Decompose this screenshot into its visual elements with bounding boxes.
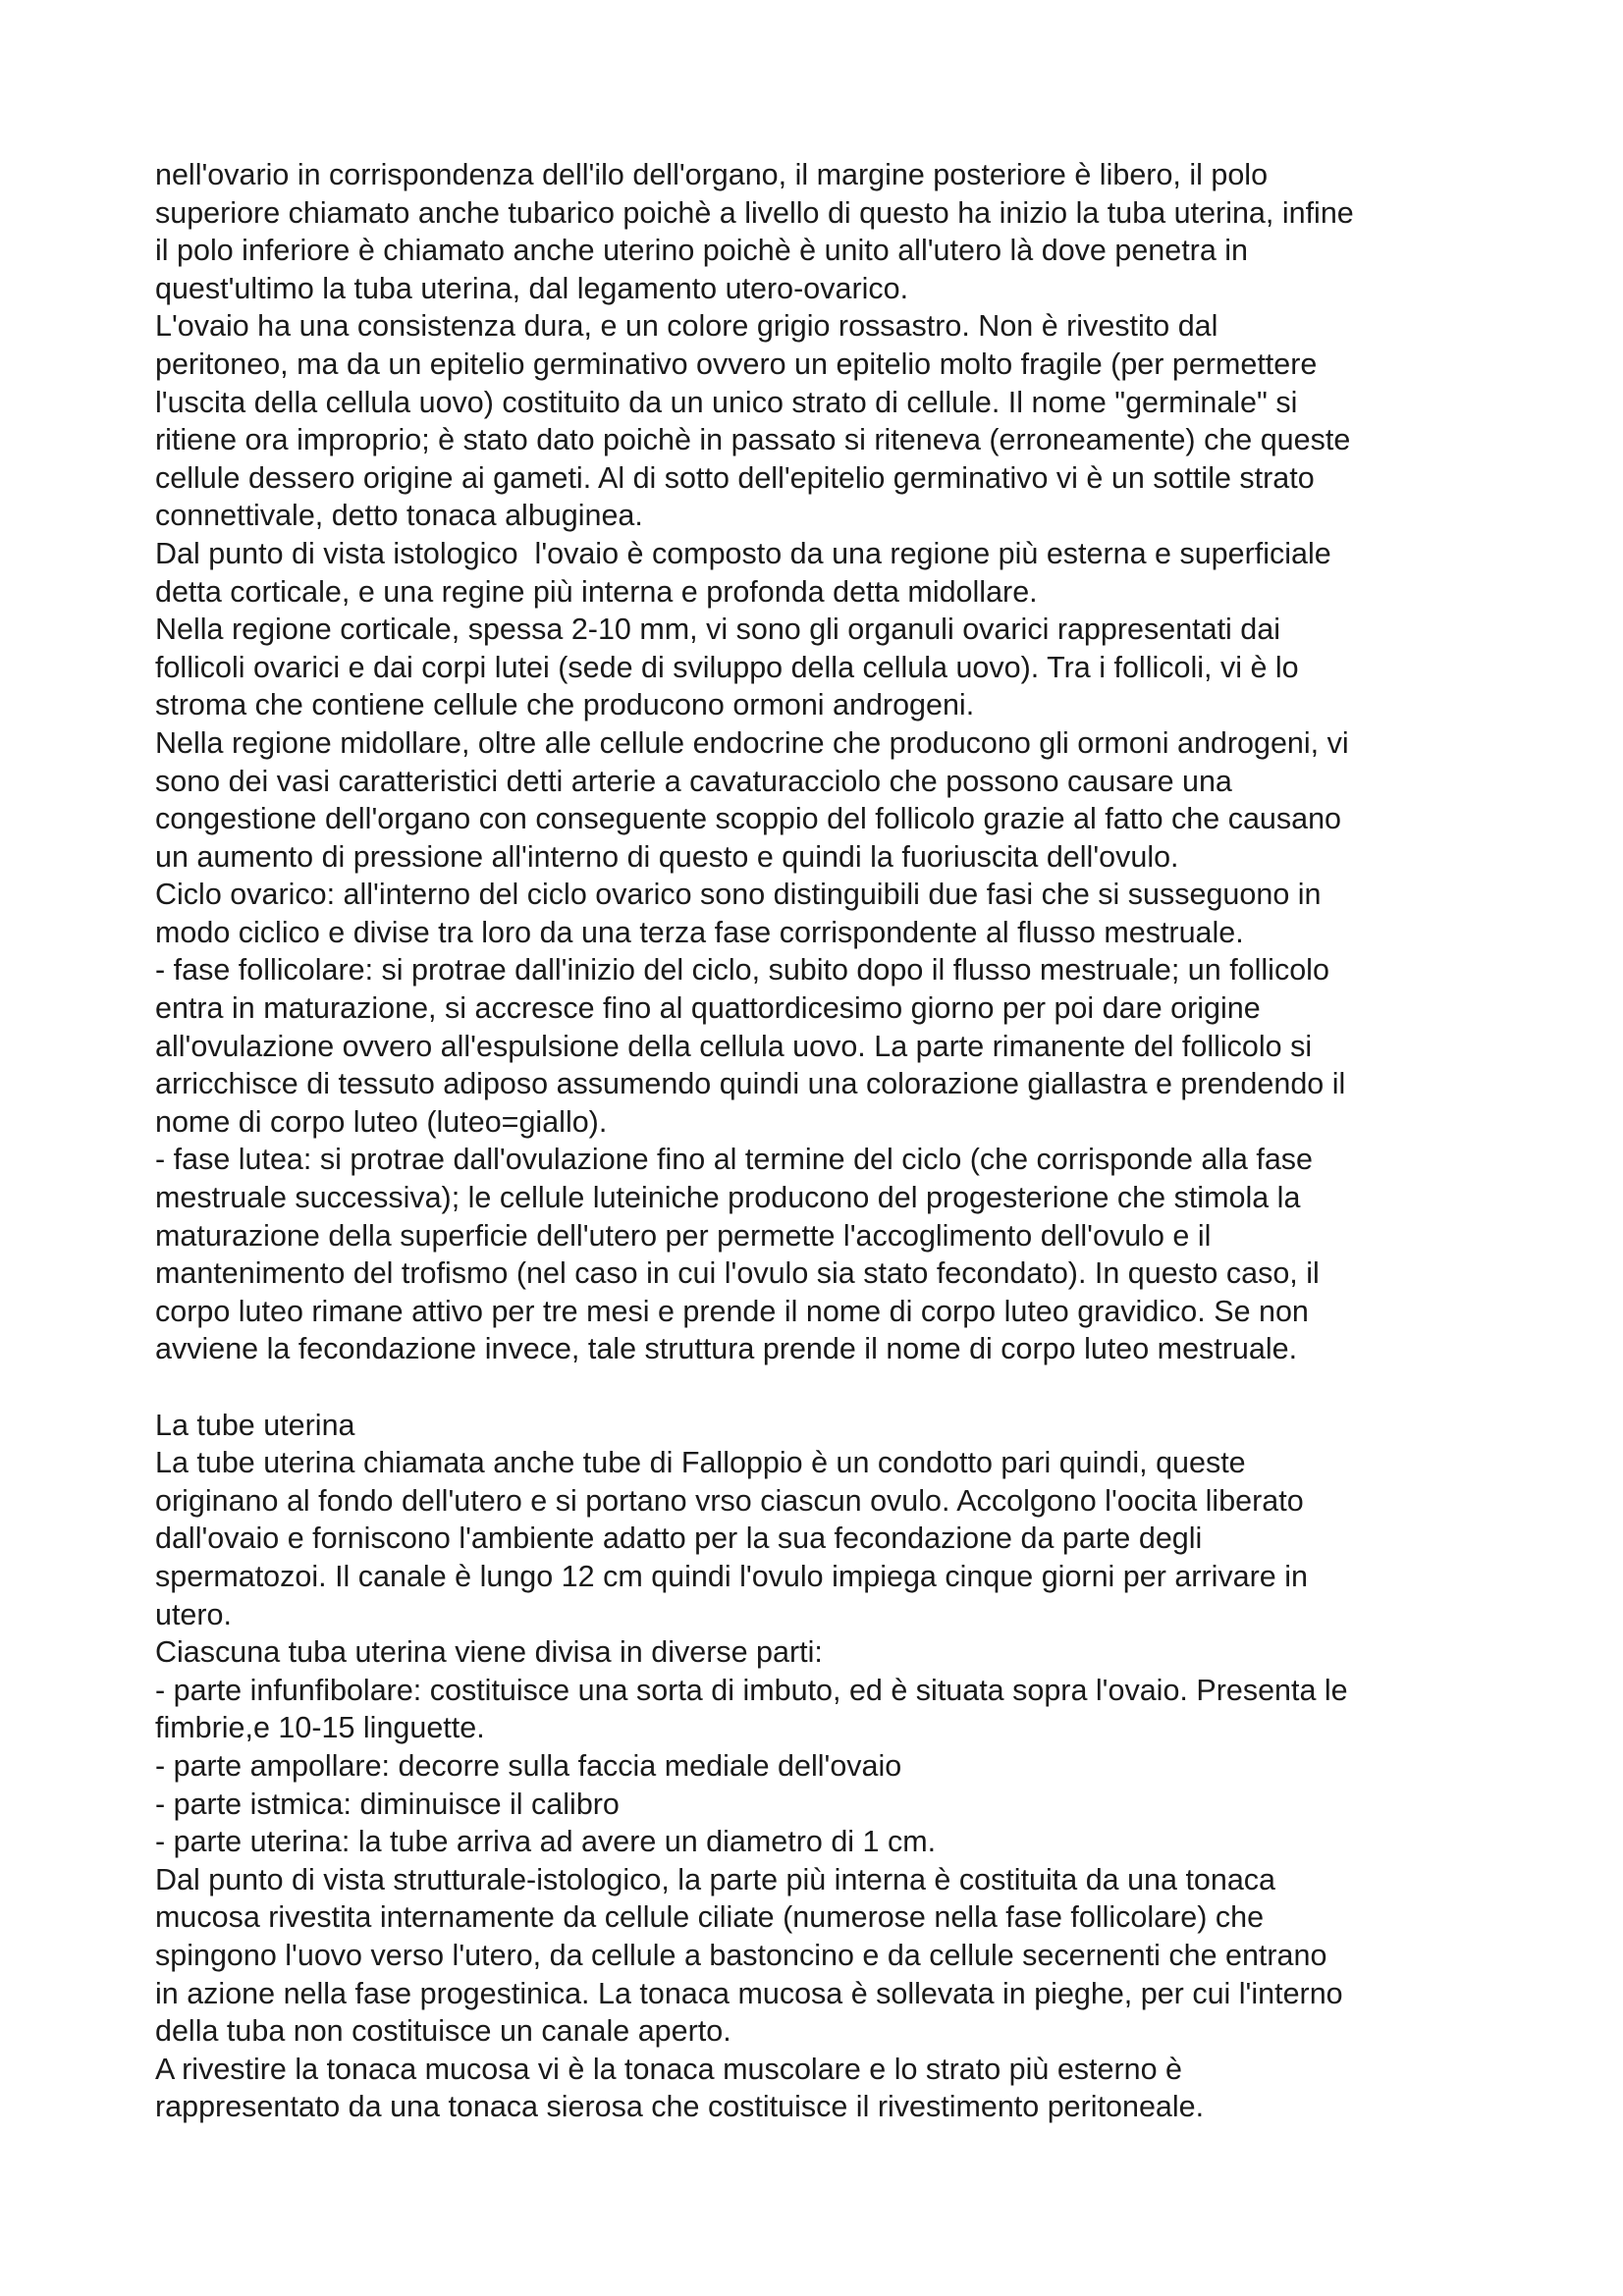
text-line: superiore chiamato anche tubarico poichè a livello di questo ha inizio la tuba uterina, infine — [155, 195, 1354, 230]
section-tube-uterina — [155, 1407, 1490, 2126]
text-line: cellule dessero origine ai gameti. Al di sotto dell'epitelio germinativo vi è un sottile strato — [155, 460, 1315, 495]
text-line: - parte infunfibolare: costituisce una sorta di imbuto, ed è situata sopra l'ovaio. Presenta le — [155, 1673, 1348, 1707]
text-line: il polo inferiore è chiamato anche uterino poichè è unito all'utero là dove penetra in — [155, 234, 1249, 268]
text-line: Nella regione corticale, spessa 2-10 mm, vi sono gli organuli ovarici rappresentati dai — [155, 613, 1281, 647]
text-line: - fase follicolare: si protrae dall'inizio del ciclo, subito dopo il flusso mestruale; un follicolo — [155, 953, 1329, 988]
text-line: La tube uterina chiamata anche tube di Falloppio è un condotto pari quindi, queste — [155, 1446, 1246, 1480]
text-line: Dal punto di vista istologico l'ovaio è composto da una regione più esterna e superficiale — [155, 536, 1331, 570]
text-line: all'ovulazione ovvero all'espulsione della cellula uovo. La parte rimanente del follicolo si — [155, 1029, 1313, 1063]
text-line: arricchisce di tessuto adiposo assumendo quindi una colorazione giallastra e prendendo il — [155, 1067, 1346, 1101]
text-line: mestruale successiva); le cellule luteiniche producono del progesterione che stimola la — [155, 1181, 1301, 1215]
text-line: entra in maturazione, si accresce fino al quattordicesimo giorno per poi dare origine — [155, 991, 1261, 1026]
text-line: Ciclo ovarico: all'interno del ciclo ovarico sono distinguibili due fasi che si susseguono in — [155, 878, 1322, 912]
text-line: un aumento di pressione all'interno di questo e quindi la fuoriuscita dell'ovulo. — [155, 839, 1179, 874]
text-line: mucosa rivestita internamente da cellule ciliate (numerose nella fase follicolare) che — [155, 1900, 1265, 1935]
text-line: sono dei vasi caratteristici detti arterie a cavaturacciolo che possono causare una — [155, 764, 1232, 798]
text-line: Dal punto di vista strutturale-istologico, la parte più interna è costituita da una tonaca — [155, 1862, 1276, 1896]
text-line: dall'ovaio e forniscono l'ambiente adatto per la sua fecondazione da parte degli — [155, 1522, 1203, 1556]
text-line: spermatozoi. Il canale è lungo 12 cm quindi l'ovulo impiega cinque giorni per arrivare in — [155, 1559, 1308, 1593]
text-line: fimbrie,e 10-15 linguette. — [155, 1711, 485, 1745]
text-line: congestione dell'organo con conseguente scoppio del follicolo grazie al fatto che causano — [155, 802, 1342, 836]
text-line: l'uscita della cellula uovo) costituito da un unico strato di cellule. Il nome "germinale" si — [155, 385, 1298, 419]
text-line: connettivale, detto tonaca albuginea. — [155, 499, 643, 533]
text-line: quest'ultimo la tuba uterina, dal legamento utero-ovarico. — [155, 271, 909, 305]
text-line: - fase lutea: si protrae dall'ovulazione fino al termine del ciclo (che corrisponde alla fase — [155, 1143, 1314, 1177]
text-line: Ciascuna tuba uterina viene divisa in diverse parti: — [155, 1635, 823, 1670]
text-line: - parte uterina: la tube arriva ad avere un diametro di 1 cm. — [155, 1825, 937, 1859]
text-line: nell'ovario in corrispondenza dell'ilo dell'organo, il margine posteriore è libero, il polo — [155, 158, 1269, 191]
text-line: stroma che contiene cellule che producono ormoni androgeni. — [155, 688, 975, 722]
paragraph-gap — [155, 1368, 1490, 1407]
text-line: rappresentato da una tonaca sierosa che costituisce il rivestimento peritoneale. — [155, 2090, 1205, 2124]
text-line: della tuba non costituisce un canale aperto. — [155, 2014, 731, 2049]
text-line: Nella regione midollare, oltre alle cellule endocrine che producono gli ormoni androgeni, vi — [155, 725, 1349, 760]
text-line: corpo luteo rimane attivo per tre mesi e prende il nome di corpo luteo gravidico. Se non — [155, 1294, 1309, 1328]
text-line: ritiene ora improprio; è stato dato poichè in passato si riteneva (erroneamente) che queste — [155, 423, 1351, 457]
section-ovario — [155, 156, 1490, 1368]
text-line: maturazione della superficie dell'utero per permette l'accoglimento dell'ovulo e il — [155, 1218, 1212, 1253]
text-line: L'ovaio ha una consistenza dura, e un colore grigio rossastro. Non è rivestito dal — [155, 309, 1218, 344]
text-line: modo ciclico e divise tra loro da una terza fase corrispondente al flusso mestruale. — [155, 915, 1244, 949]
text-line: in azione nella fase progestinica. La tonaca mucosa è sollevata in pieghe, per cui l'interno — [155, 1976, 1343, 2010]
text-line: originano al fondo dell'utero e si portano vrso ciascun ovulo. Accolgono l'oocita liberato — [155, 1483, 1304, 1518]
text-line: - parte istmica: diminuisce il calibro — [155, 1787, 620, 1821]
text-line: nome di corpo luteo (luteo=giallo). — [155, 1104, 608, 1139]
text-line: mantenimento del trofismo (nel caso in cui l'ovulo sia stato fecondato). In questo caso, il — [155, 1256, 1320, 1291]
document-text — [155, 156, 1490, 2126]
text-line: avviene la fecondazione invece, tale struttura prende il nome di corpo luteo mestruale. — [155, 1332, 1298, 1366]
text-line: follicoli ovarici e dai corpi lutei (sede di sviluppo della cellula uovo). Tra i follicoli, vi è lo — [155, 650, 1299, 684]
text-line: peritoneo, ma da un epitelio germinativo ovvero un epitelio molto fragile (per permettere — [155, 347, 1318, 381]
text-line: utero. — [155, 1597, 232, 1631]
text-line: A rivestire la tonaca mucosa vi è la tonaca muscolare e lo strato più esterno è — [155, 2052, 1183, 2086]
text-line: - parte ampollare: decorre sulla faccia mediale dell'ovaio — [155, 1748, 902, 1783]
text-line: La tube uterina — [155, 1408, 355, 1442]
text-line: detta corticale, e una regine più interna e profonda detta midollare. — [155, 574, 1038, 609]
text-line: spingono l'uovo verso l'utero, da cellule a bastoncino e da cellule secernenti che entrano — [155, 1938, 1327, 1972]
